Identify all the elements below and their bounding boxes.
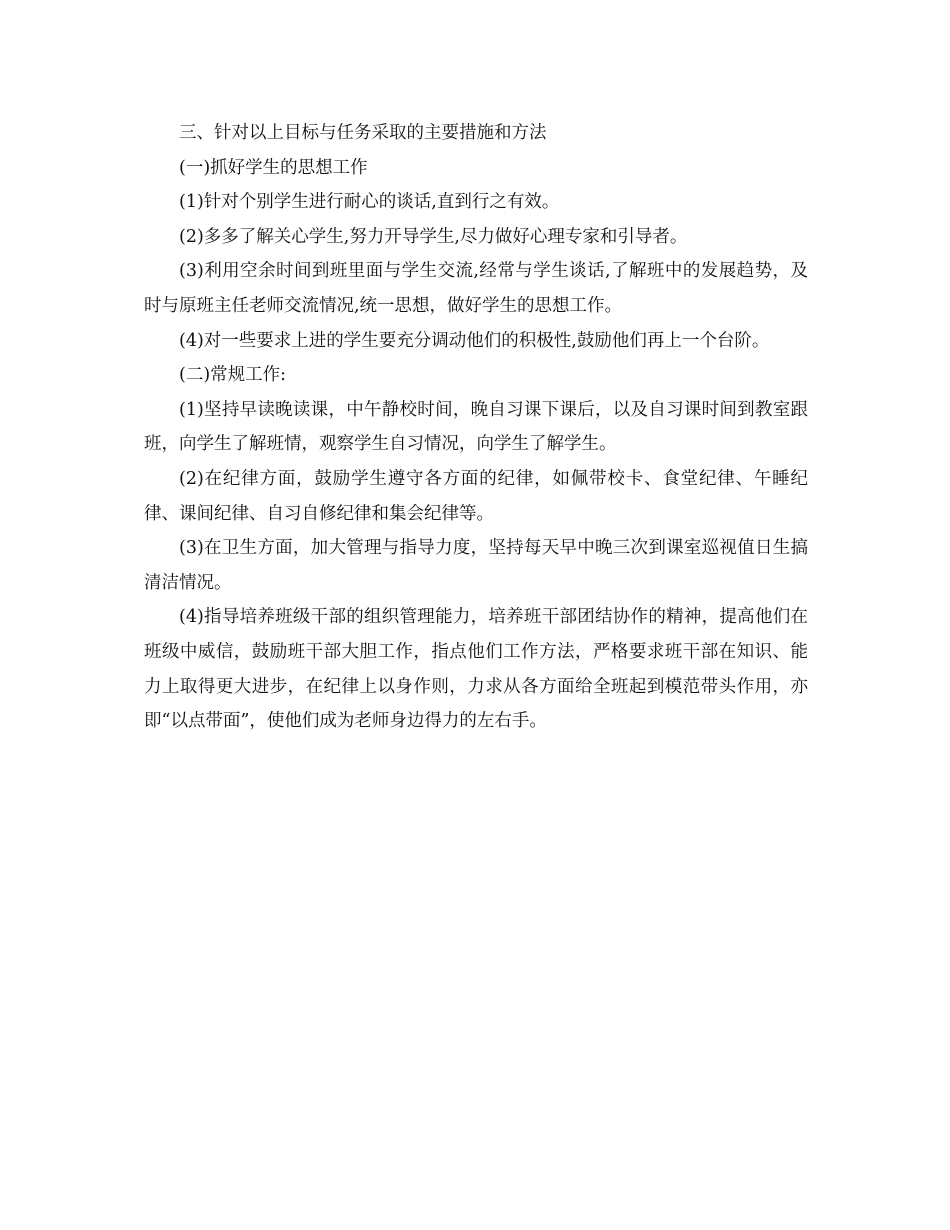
paragraph: (1)针对个别学生进行耐心的谈话,直到行之有效。 xyxy=(179,192,560,213)
paragraph: (3)利用空余时间到班里面与学生交流,经常与学生谈话,了解班中的发展趋势，及时与原班主任老师交流情况,统一思想，做好学生的思想工作。 xyxy=(144,261,808,316)
paragraph: (2)多多了解关心学生,努力开导学生,尽力做好心理专家和引导者。 xyxy=(179,226,688,247)
document-body xyxy=(144,116,808,739)
paragraph: (2)在纪律方面，鼓励学生遵守各方面的纪律，如佩带校卡、食堂纪律、午睡纪律、课间纪律、自习自修纪律和集会纪律等。 xyxy=(144,468,808,524)
section-heading: 三、针对以上目标与任务采取的主要措施和方法 xyxy=(179,123,547,143)
paragraph: (4)对一些要求上进的学生要充分调动他们的积极性,鼓励他们再上一个台阶。 xyxy=(179,330,770,351)
paragraph: (3)在卫生方面，加大管理与指导力度，坚持每天早中晚三次到课室巡视值日生搞清洁情况。 xyxy=(144,538,808,593)
paragraph: (4)指导培养班级干部的组织管理能力，培养班干部团结协作的精神，提高他们在班级中威信，鼓励班干部大胆工作，指点他们工作方法，严格要求班干部在知识、能力上取得更大进步，在纪律上以身作则，力求从各方面给全班起到模范带头作用，亦即“以点带面”，使他们成为老师身边得力的左右手。 xyxy=(144,607,808,732)
paragraph: (1)坚持早读晚读课，中午静校时间，晚自习课下课后，以及自习课时间到教室跟班，向学生了解班情，观察学生自习情况，向学生了解学生。 xyxy=(144,399,808,455)
subsection-heading-thought-work: (一)抓好学生的思想工作 xyxy=(179,157,368,178)
subsection-heading-routine-work: (二)常规工作: xyxy=(179,365,287,386)
